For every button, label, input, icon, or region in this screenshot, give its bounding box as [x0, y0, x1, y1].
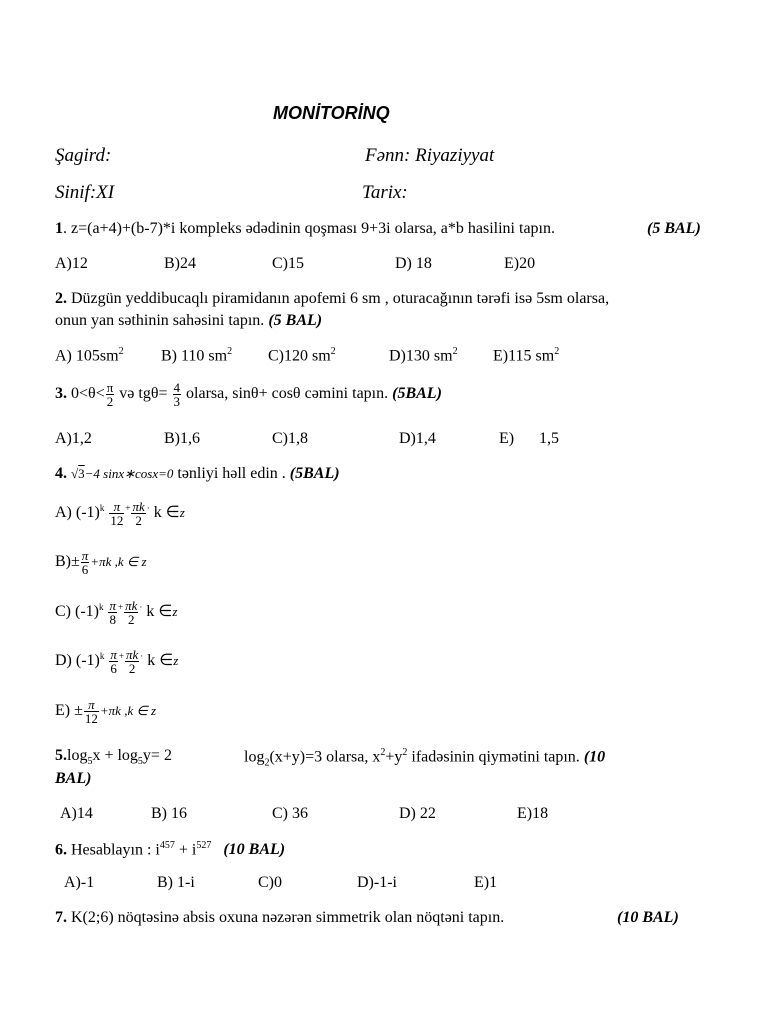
answer-option: A) $105sm^2$	[55, 346, 124, 365]
question-text: . z=(a+4)+(b-7)*i kompleks ədədinin qoşması 9+3i olarsa, a*b hasilini tapın.	[63, 220, 555, 237]
answer-option: B)1,6	[164, 430, 200, 447]
question-number: 1	[55, 220, 63, 237]
question-number: 2.	[55, 290, 67, 307]
answer-option: B) 16	[151, 805, 187, 822]
question-text: və tgθ=	[115, 385, 172, 403]
question-points: (5BAL)	[392, 385, 442, 403]
question-points: (10 BAL)	[223, 841, 286, 859]
question-points: (10 BAL)	[617, 909, 679, 926]
answer-option: B)24	[164, 255, 196, 272]
class-label: Sinif:XI	[55, 182, 115, 203]
question-number: 4.	[55, 465, 67, 482]
question-points: (5 BAL)	[268, 312, 323, 329]
answer-option: 1,5	[539, 430, 559, 447]
answer-option: A)14	[60, 805, 93, 822]
question-5-cont: $\log_2(x+y)=3$ olarsa, $x^2+y^2$ ifadəsinin qiymətini tapın. (10	[244, 747, 606, 769]
question-number: 5.	[55, 747, 67, 764]
answer-option: E)1	[474, 874, 498, 891]
subject-label: Fənn: Riyaziyyat	[365, 145, 495, 166]
answer-option-d: D) $(-1)^k$ $\frac{\pi}{6}$ + $\frac{\pi k}{2}$ · k ∈z	[55, 647, 179, 676]
answer-option: D) 22	[399, 805, 436, 822]
question-1	[55, 221, 555, 237]
answer-option: A)1,2	[55, 430, 92, 447]
question-4	[55, 466, 340, 482]
answer-option-e: E) ± $\frac{\pi}{12}$ +πk ,k ∈ z	[55, 697, 157, 726]
answer-option: D)-1-i	[357, 874, 397, 891]
answer-option: A)12	[55, 255, 88, 272]
fraction-4-over-3: $\frac{4}{3}$	[173, 380, 181, 409]
question-points: (10	[583, 748, 606, 766]
question-3	[55, 381, 442, 408]
fraction-pi-over-2: $\frac{\pi}{2}$	[106, 380, 114, 409]
question-number: 7.	[55, 909, 67, 926]
question-points-cont: BAL)	[55, 770, 92, 787]
sqrt-expression: √3−4 sinx∗cosx=0	[71, 466, 174, 481]
question-6: 6. Hesablayın : $i^{457} + i^{527}$ (10 BAL)	[55, 840, 286, 859]
answer-option: E)115 $sm^2$	[493, 346, 560, 365]
answer-option-c: C) $(-1)^k$ $\frac{\pi}{8}$ + $\frac{\pi k}{2}$ · k ∈z	[55, 598, 178, 627]
answer-option: C)15	[272, 255, 304, 272]
answer-option: C)120 $sm^2$	[268, 346, 336, 365]
question-text: onun yan səthinin sahəsini tapın.	[55, 312, 265, 329]
answer-option: D)130 $sm^2$	[389, 346, 458, 365]
question-points: (5BAL)	[289, 465, 340, 482]
answer-option: B) 1-i	[157, 874, 195, 891]
question-points: (5 BAL)	[647, 220, 701, 237]
answer-option-b: B)± $\frac{\pi}{6}$ +πk ,k ∈ z	[55, 548, 147, 577]
answer-option: C)0	[258, 874, 282, 891]
question-7	[55, 910, 504, 926]
answer-option: A)-1	[64, 874, 95, 891]
page-title: MONİTORİNQ	[273, 103, 390, 123]
question-5: $5.\log_5x + \log_5y= 2$	[55, 747, 172, 768]
answer-option: D)1,4	[399, 430, 436, 447]
question-2-line2	[55, 313, 322, 329]
question-text: K(2;6) nöqtəsinə absis oxuna nəzərən simmetrik olan nöqtəni tapın.	[67, 909, 505, 926]
answer-option: D) 18	[395, 255, 432, 272]
answer-option: B) 110 $sm^2$	[161, 346, 233, 365]
answer-option: E)18	[517, 805, 549, 822]
answer-option-a: A) $(-1)^k$ $\frac{\pi}{12}$ + $\frac{\pi k}{2}$ · k ∈z	[55, 499, 185, 528]
question-text: 0<θ<	[67, 385, 105, 403]
question-2	[55, 291, 609, 307]
student-label: Şagird:	[55, 145, 112, 166]
question-text: olarsa, sinθ+ cosθ cəmini tapın.	[182, 385, 389, 403]
question-text: tənliyi həll edin .	[173, 465, 286, 482]
date-label: Tarix:	[362, 182, 408, 203]
answer-option: E)20	[504, 255, 536, 272]
answer-option: C) 36	[272, 805, 308, 822]
question-number: 3.	[55, 385, 67, 403]
answer-option: E)	[499, 430, 515, 447]
question-number: 6.	[55, 841, 67, 859]
question-text: Düzgün yeddibucaqlı piramidanın apofemi 6 sm , oturacağının tərəfi isə 5sm olarsa,	[67, 290, 610, 307]
answer-option: C)1,8	[272, 430, 308, 447]
